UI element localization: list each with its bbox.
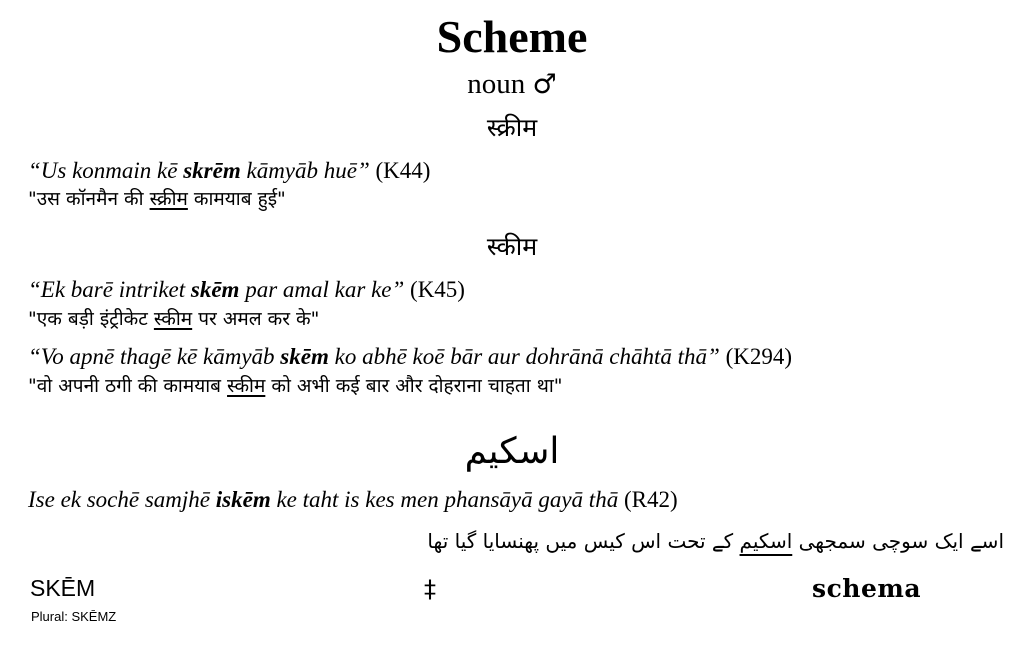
citation-ref: (K294) (719, 344, 793, 369)
example-urdu-1 (427, 526, 1004, 556)
example-text: اسے ایک سوچی سمجھی (792, 529, 1004, 553)
keyword: स्कीम (227, 375, 266, 397)
keyword: اسکیم (739, 529, 793, 553)
transliteration: SKĒM (30, 575, 96, 601)
keyword: स्कीम (153, 308, 193, 330)
example-text: “Us konmain kē (28, 158, 184, 183)
plural-form: Plural: SKĒMZ (31, 609, 117, 624)
example-hindi-2 (28, 306, 319, 332)
example-text: ko abhē koē bār aur dohrānā chāhtā thā” (328, 344, 720, 369)
example-roman-4 (28, 486, 678, 514)
example-text: “Ek barē intriket (28, 277, 191, 302)
citation-ref: (K44) (369, 158, 431, 183)
double-dagger-icon: ‡ (424, 575, 436, 603)
example-hindi-1 (28, 186, 286, 212)
variant-heading-2: स्कीम (486, 232, 538, 261)
male-gender-icon: ♂ (532, 69, 557, 100)
example-text: "एक बड़ी इंट्रीकेट (28, 308, 154, 330)
example-text: par amal kar ke” (239, 277, 405, 302)
example-text: kāmyāb huē” (240, 158, 370, 183)
example-text: पर अमल कर के" (192, 308, 320, 330)
example-text: Ise ek sochē samjhē (28, 487, 216, 512)
example-text: कामयाब हुई" (187, 188, 286, 210)
citation-ref: (K45) (404, 277, 465, 302)
variant-heading-1: स्क्रीम (486, 113, 538, 142)
part-of-speech (0, 66, 1024, 103)
example-text: को अभी कई बार और दोहराना चाहता था" (265, 375, 563, 397)
example-roman-2 (28, 276, 465, 304)
keyword: skēm (190, 277, 240, 302)
example-roman-3 (28, 343, 792, 371)
pos-label: noun (467, 68, 526, 100)
variant-heading-urdu: اسکیم (464, 431, 560, 472)
entry-title: Scheme (436, 11, 588, 62)
example-hindi-3 (28, 373, 563, 399)
citation-ref: (R42) (618, 487, 678, 512)
example-text: کے تحت اس کیس میں پھنسایا گیا تھا (427, 529, 740, 553)
example-text: ke taht is kes men phansāyā gayā thā (270, 487, 619, 512)
keyword: skēm (280, 344, 329, 369)
example-text: "उस कॉनमैन की (28, 188, 150, 210)
example-roman-1 (28, 157, 430, 185)
keyword: स्क्रीम (149, 188, 188, 210)
example-text: “Vo apnē thagē kē kāmyāb (28, 344, 281, 369)
keyword: skrēm (183, 158, 241, 183)
etymology: schema (812, 574, 922, 603)
example-text: "वो अपनी ठगी की कामयाब (28, 375, 228, 397)
keyword: iskēm (215, 487, 271, 512)
